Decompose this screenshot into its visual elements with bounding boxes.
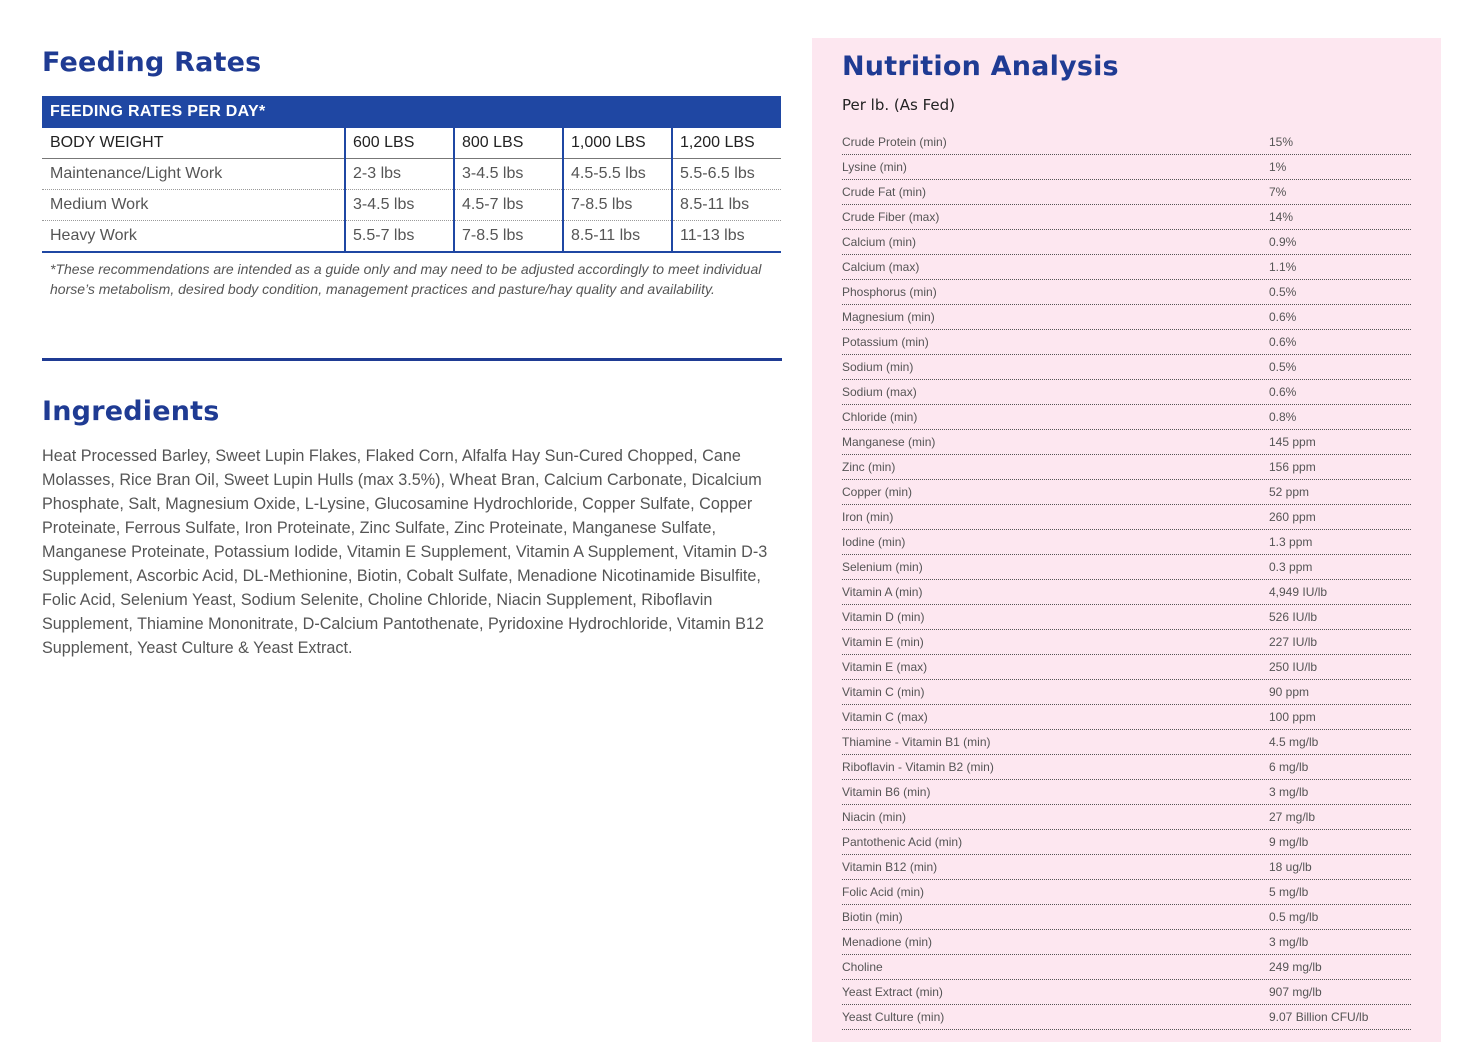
nutrition-row: [842, 930, 1411, 955]
nutrition-row: [842, 455, 1411, 480]
nutrient-name: Pantothenic Acid (min): [842, 835, 963, 849]
nutrient-name: Niacin (min): [842, 810, 907, 824]
nutrition-row: [842, 755, 1411, 780]
row-label: Medium Work: [42, 190, 345, 221]
nutrient-name: Choline: [842, 960, 883, 974]
nutrient-value: 27 mg/lb: [1269, 810, 1316, 824]
nutrient-value: 156 ppm: [1269, 460, 1316, 474]
nutrition-row: [842, 255, 1411, 280]
table-header-row: [42, 128, 781, 159]
row-label: Maintenance/Light Work: [42, 159, 345, 190]
nutrient-value: 0.6%: [1269, 310, 1297, 324]
table-caption: FEEDING RATES PER DAY*: [42, 96, 781, 128]
nutrition-row: [842, 505, 1411, 530]
nutrient-value: 14%: [1269, 210, 1294, 224]
nutrient-name: Potassium (min): [842, 335, 929, 349]
nutrient-value: 0.5 mg/lb: [1269, 910, 1319, 924]
nutrient-value: 907 mg/lb: [1269, 985, 1322, 999]
nutrient-name: Crude Fat (min): [842, 185, 927, 199]
nutrition-row: [842, 605, 1411, 630]
nutrition-row: [842, 805, 1411, 830]
nutrient-name: Crude Protein (min): [842, 135, 947, 149]
nutrition-row: [842, 630, 1411, 655]
nutrition-row: [842, 205, 1411, 230]
column-header: BODY WEIGHT: [42, 128, 345, 159]
nutrient-value: 260 ppm: [1269, 510, 1316, 524]
nutrient-name: Vitamin C (max): [842, 710, 928, 724]
nutrition-row: [842, 855, 1411, 880]
nutrition-row: [842, 230, 1411, 255]
nutrient-name: Folic Acid (min): [842, 885, 925, 899]
nutrient-value: 0.5%: [1269, 360, 1297, 374]
table-row: [42, 221, 781, 253]
feeding-section: [42, 40, 782, 657]
nutrition-row: [842, 705, 1411, 730]
nutrient-value: 1%: [1269, 160, 1287, 174]
nutrition-row: [842, 980, 1411, 1005]
nutrition-row: [842, 530, 1411, 555]
column-header: 1,200 LBS: [672, 128, 781, 159]
nutrient-name: Phosphorus (min): [842, 285, 937, 299]
table-cell: 8.5-11 lbs: [563, 221, 672, 253]
nutrition-row: [842, 380, 1411, 405]
nutrient-name: Biotin (min): [842, 910, 903, 924]
table-cell: 3-4.5 lbs: [345, 190, 454, 221]
section-divider: [42, 358, 782, 361]
ingredients-text: Heat Processed Barley, Sweet Lupin Flakes, Flaked Corn, Alfalfa Hay Sun-Cured Chopped, Cane Molasses, Rice Bran Oil, Sweet Lupin Hulls (max 3.5%), Wheat Bran, Calcium Carbonate, Dicalcium Phosphate, Salt, Magnesium Oxide, L-Lysine, Glucosamine Hydrochloride, Copper Sulfate, Copper Proteinate, Ferrous Sulfate, Iron Proteinate, Zinc Sulfate, Zinc Proteinate, Manganese Sulfate, Manganese Proteinate, Potassium Iodide, Vitamin E Supplement, Vitamin A Supplement, Vitamin D-3 Supplement, Ascorbic Acid, DL-Methionine, Biotin, Cobalt Sulfate, Menadione Nicotinamide Bisulfite, Folic Acid, Selenium Yeast, Sodium Selenite, Choline Chloride, Niacin Supplement, Riboflavin Supplement, Thiamine Mononitrate, D-Calcium Pantothenate, Pyridoxine Hydrochloride, Vitamin B12 Supplement, Yeast Culture & Yeast Extract.: [42, 447, 768, 657]
table-cell: 3-4.5 lbs: [454, 159, 563, 190]
nutrition-row: [842, 480, 1411, 505]
nutrient-name: Iodine (min): [842, 535, 906, 549]
nutrient-value: 1.1%: [1269, 260, 1297, 274]
nutrition-row: [842, 955, 1411, 980]
nutrient-name: Yeast Culture (min): [842, 1010, 945, 1024]
nutrient-value: 52 ppm: [1269, 485, 1310, 499]
nutrient-value: 249 mg/lb: [1269, 960, 1322, 974]
nutrition-row: [842, 305, 1411, 330]
nutrition-row: [842, 180, 1411, 205]
nutrient-value: 3 mg/lb: [1269, 785, 1309, 799]
nutrient-name: Thiamine - Vitamin B1 (min): [842, 735, 991, 749]
nutrient-name: Sodium (max): [842, 385, 917, 399]
table-cell: 11-13 lbs: [672, 221, 781, 253]
nutrient-name: Vitamin B6 (min): [842, 785, 931, 799]
nutrient-value: 9 mg/lb: [1269, 835, 1309, 849]
nutrition-row: [842, 680, 1411, 705]
nutrient-value: 3 mg/lb: [1269, 935, 1309, 949]
nutrient-value: 5 mg/lb: [1269, 885, 1309, 899]
nutrition-analysis-title: Nutrition Analysis: [842, 51, 1119, 82]
nutrition-row: [842, 905, 1411, 930]
nutrient-value: 18 ug/lb: [1269, 860, 1312, 874]
nutrition-row: [842, 155, 1411, 180]
nutrition-row: [842, 730, 1411, 755]
nutrition-row: [842, 655, 1411, 680]
nutrient-name: Magnesium (min): [842, 310, 935, 324]
nutrition-row: [842, 780, 1411, 805]
table-cell: 2-3 lbs: [345, 159, 454, 190]
nutrient-name: Riboflavin - Vitamin B2 (min): [842, 760, 994, 774]
nutrient-name: Yeast Extract (min): [842, 985, 943, 999]
nutrient-name: Calcium (min): [842, 235, 917, 249]
nutrient-name: Menadione (min): [842, 935, 933, 949]
nutrition-subtitle: Per lb. (As Fed): [842, 96, 956, 114]
nutrient-value: 145 ppm: [1269, 435, 1316, 449]
nutrient-name: Selenium (min): [842, 560, 923, 574]
table-row: [42, 159, 781, 190]
nutrition-row: [842, 580, 1411, 605]
feeding-rates-table: [42, 96, 781, 253]
nutrient-name: Crude Fiber (max): [842, 210, 940, 224]
nutrient-value: 4.5 mg/lb: [1269, 735, 1319, 749]
nutrient-value: 6 mg/lb: [1269, 760, 1309, 774]
row-label: Heavy Work: [42, 221, 345, 253]
nutrient-value: 0.8%: [1269, 410, 1297, 424]
nutrient-value: 0.6%: [1269, 335, 1297, 349]
nutrition-row: [842, 880, 1411, 905]
nutrient-value: 15%: [1269, 135, 1294, 149]
nutrient-name: Vitamin E (max): [842, 660, 928, 674]
table-cell: 7-8.5 lbs: [563, 190, 672, 221]
nutrient-name: Calcium (max): [842, 260, 920, 274]
nutrient-name: Iron (min): [842, 510, 894, 524]
column-header: 1,000 LBS: [563, 128, 672, 159]
nutrition-row: [842, 830, 1411, 855]
table-cell: 4.5-7 lbs: [454, 190, 563, 221]
nutrition-row: [842, 130, 1411, 155]
nutrient-name: Manganese (min): [842, 435, 936, 449]
nutrient-name: Vitamin C (min): [842, 685, 925, 699]
nutrient-value: 227 IU/lb: [1269, 635, 1318, 649]
nutrient-name: Vitamin B12 (min): [842, 860, 938, 874]
nutrient-name: Vitamin A (min): [842, 585, 923, 599]
table-cell: 5.5-7 lbs: [345, 221, 454, 253]
nutrient-name: Lysine (min): [842, 160, 907, 174]
nutrition-row: [842, 280, 1411, 305]
nutrient-value: 100 ppm: [1269, 710, 1316, 724]
nutrition-row: [842, 430, 1411, 455]
nutrient-value: 1.3 ppm: [1269, 535, 1313, 549]
nutrient-value: 9.07 Billion CFU/lb: [1269, 1010, 1369, 1024]
nutrition-row: [842, 330, 1411, 355]
nutrient-name: Vitamin E (min): [842, 635, 924, 649]
table-cell: 4.5-5.5 lbs: [563, 159, 672, 190]
nutrition-list: [842, 130, 1411, 1030]
table-cell: 5.5-6.5 lbs: [672, 159, 781, 190]
column-header: 600 LBS: [345, 128, 454, 159]
nutrient-value: 0.3 ppm: [1269, 560, 1313, 574]
nutrient-value: 90 ppm: [1269, 685, 1310, 699]
nutrient-name: Sodium (min): [842, 360, 914, 374]
table-cell: 7-8.5 lbs: [454, 221, 563, 253]
nutrient-name: Chloride (min): [842, 410, 918, 424]
nutrition-row: [842, 405, 1411, 430]
nutrient-value: 250 IU/lb: [1269, 660, 1318, 674]
column-header: 800 LBS: [454, 128, 563, 159]
feeding-rates-title: Feeding Rates: [42, 47, 262, 78]
nutrient-name: Zinc (min): [842, 460, 896, 474]
nutrition-row: [842, 1005, 1411, 1030]
nutrient-value: 0.5%: [1269, 285, 1297, 299]
nutrition-row: [842, 355, 1411, 380]
feeding-footnote: *These recommendations are intended as a guide only and may need to be adjusted accordingly to meet individual horse’s metabolism, desired body condition, management practices and pasture/hay quality and availability.: [50, 261, 762, 297]
nutrient-value: 7%: [1269, 185, 1287, 199]
table-cell: 8.5-11 lbs: [672, 190, 781, 221]
nutrition-panel: [812, 38, 1441, 1042]
nutrient-value: 0.6%: [1269, 385, 1297, 399]
nutrition-row: [842, 555, 1411, 580]
nutrient-value: 4,949 IU/lb: [1269, 585, 1328, 599]
nutrient-value: 526 IU/lb: [1269, 610, 1318, 624]
nutrient-name: Vitamin D (min): [842, 610, 925, 624]
nutrient-value: 0.9%: [1269, 235, 1297, 249]
nutrient-name: Copper (min): [842, 485, 913, 499]
ingredients-title: Ingredients: [42, 396, 220, 427]
table-row: [42, 190, 781, 221]
